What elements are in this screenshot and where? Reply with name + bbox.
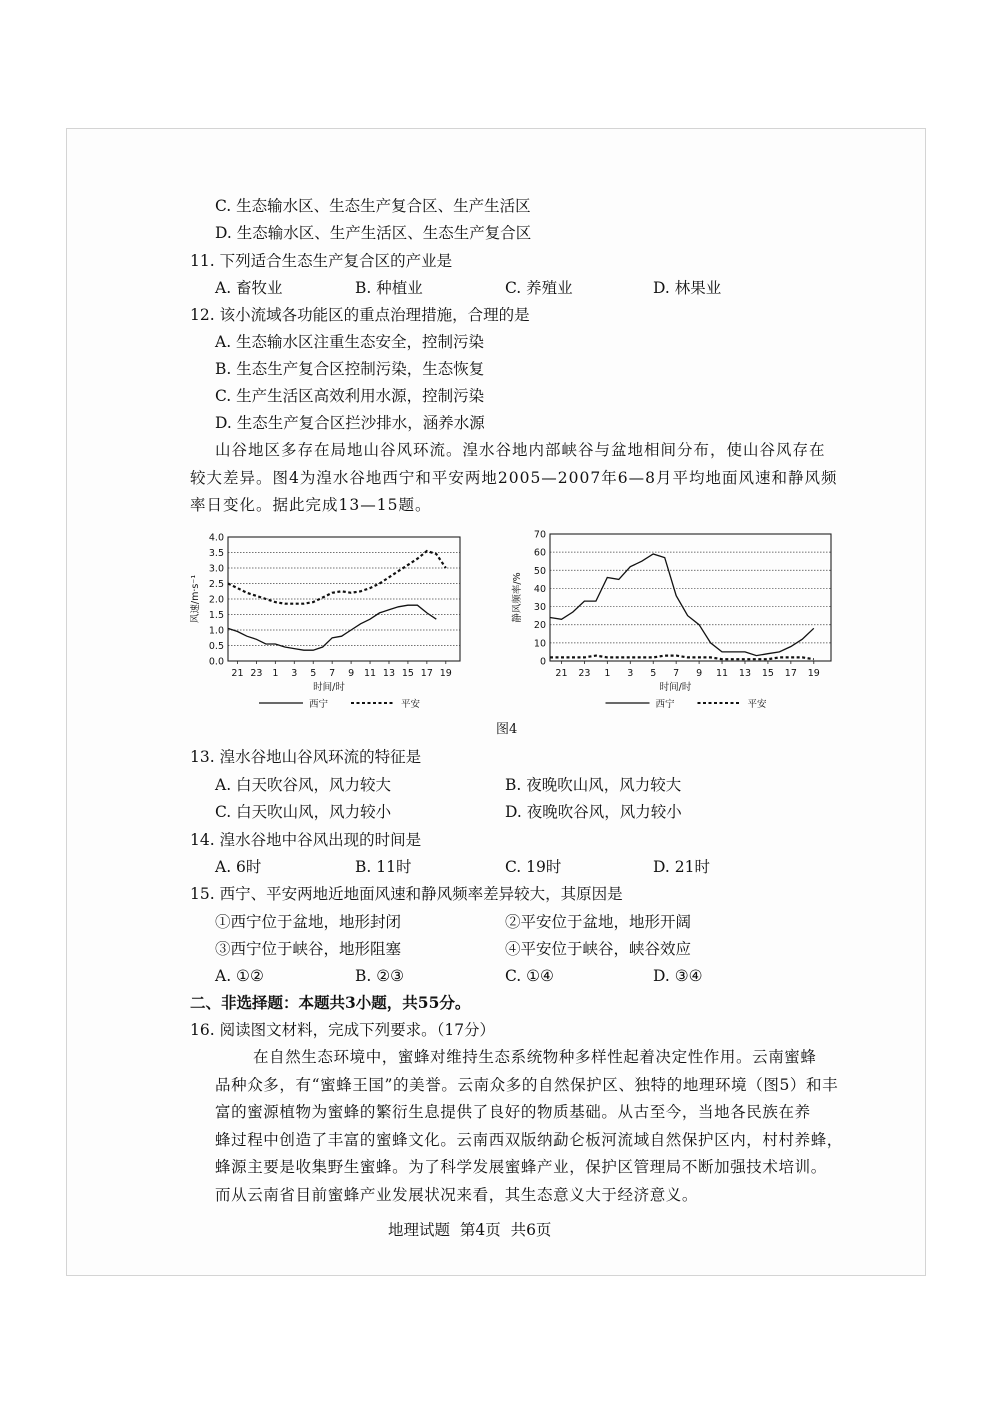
x-tick-label: 21 <box>555 668 568 679</box>
x-tick-label: 13 <box>382 668 396 679</box>
q12-option: A. 生态输水区注重生态安全，控制污染 <box>215 333 485 351</box>
q13-option: A. 白天吹谷风，风力较大 <box>215 776 392 794</box>
y-tick-label: 2.5 <box>208 579 224 590</box>
y-tick-label: 40 <box>533 583 546 595</box>
x-axis-title: 时间/时 <box>313 682 345 693</box>
q13-option: C. 白天吹山风，风力较小 <box>215 803 392 821</box>
y-axis-title: 静风频率/% <box>512 572 523 623</box>
x-tick-label: 19 <box>439 668 452 679</box>
q15-item: ②平安位于盆地，地形开阔 <box>505 913 692 931</box>
q13-option: B. 夜晚吹山风，风力较大 <box>505 776 682 794</box>
x-axis-title: 时间/时 <box>659 682 692 693</box>
y-tick-label: 0 <box>539 656 546 668</box>
x-tick-label: 9 <box>696 668 703 679</box>
x-tick-label: 5 <box>310 668 317 679</box>
q14-option: A. 6时 <box>215 858 262 876</box>
q15-item: ③西宁位于峡谷，地形阻塞 <box>215 940 402 958</box>
y-tick-label: 2.0 <box>208 594 224 606</box>
x-tick-label: 19 <box>807 668 820 679</box>
plot-frame <box>550 534 831 661</box>
q15-item: ④平安位于峡谷，峡谷效应 <box>505 940 692 958</box>
x-tick-label: 23 <box>250 668 263 679</box>
q10-option-d: D. 生态输水区、生产生活区、生态生产复合区 <box>215 224 532 242</box>
q11-option: B. 种植业 <box>355 279 423 297</box>
passage-line: 山谷地区多存在局地山谷风环流。湟水谷地内部峡谷与盆地相间分布，使山谷风存在 <box>215 441 826 459</box>
chart-calm-frequency <box>505 525 840 725</box>
x-tick-label: 15 <box>401 668 414 679</box>
x-tick-label: 17 <box>784 668 797 679</box>
y-tick-label: 1.0 <box>208 625 224 637</box>
page-footer: 地理试题 第4页 共6页 <box>388 1221 552 1239</box>
y-tick-label: 1.5 <box>208 610 224 621</box>
x-tick-label: 7 <box>329 668 336 679</box>
q14-option: C. 19时 <box>505 858 562 876</box>
q11-option: A. 畜牧业 <box>215 279 283 297</box>
q13-option: D. 夜晚吹谷风，风力较小 <box>505 803 682 821</box>
series-line-xining <box>228 605 436 650</box>
q14-stem: 14. 湟水谷地中谷风出现的时间是 <box>190 831 422 849</box>
y-tick-label: 20 <box>533 620 546 632</box>
legend-label-xining: 西宁 <box>655 699 675 710</box>
q14-option: D. 21时 <box>653 858 710 876</box>
legend-label-pingan: 平安 <box>747 699 767 710</box>
q15-option: D. ③④ <box>653 967 703 985</box>
y-tick-label: 0.0 <box>208 656 224 668</box>
passage-line: 而从云南省目前蜜蜂产业发展状况来看，其生态意义大于经济意义。 <box>215 1185 699 1204</box>
series-line-pingan <box>550 656 814 660</box>
q15-option: C. ①④ <box>505 967 554 985</box>
x-tick-label: 1 <box>604 668 611 679</box>
y-tick-label: 4.0 <box>208 532 224 544</box>
x-tick-label: 1 <box>272 668 279 679</box>
q16-stem: 16. 阅读图文材料，完成下列要求。（17分） <box>190 1021 496 1039</box>
y-tick-label: 10 <box>533 638 546 650</box>
legend-label-xining: 西宁 <box>309 699 329 710</box>
passage-16 <box>215 1044 843 1209</box>
y-tick-label: 70 <box>533 529 546 541</box>
x-tick-label: 23 <box>578 668 591 679</box>
series-line-pingan <box>228 551 446 604</box>
x-tick-label: 21 <box>231 668 244 679</box>
q12-option: C. 生产生活区高效利用水源，控制污染 <box>215 387 485 405</box>
x-tick-label: 5 <box>650 668 657 679</box>
x-tick-label: 11 <box>715 668 729 679</box>
x-tick-label: 9 <box>348 668 355 679</box>
q15-item: ①西宁位于盆地，地形封闭 <box>215 913 402 931</box>
section-2-title: 二、非选择题：本题共3小题，共55分。 <box>190 993 471 1012</box>
q14-option: B. 11时 <box>355 858 412 876</box>
passage-line: 富的蜜源植物为蜜蜂的繁衍生息提供了良好的物质基础。从古至今，当地各民族在养 <box>215 1103 811 1121</box>
x-tick-label: 3 <box>627 668 634 679</box>
q12-stem: 12. 该小流域各功能区的重点治理措施，合理的是 <box>190 306 530 324</box>
y-tick-label: 50 <box>533 565 546 577</box>
q15-option: B. ②③ <box>355 967 405 985</box>
passage-line: 蜂过程中创造了丰富的蜜蜂文化。云南西双版纳勐仑板河流域自然保护区内，村村养蜂， <box>215 1130 843 1149</box>
figure-caption: 图4 <box>496 722 518 737</box>
passage-13-15 <box>190 437 840 520</box>
passage-line: 率日变化。据此完成13—15题。 <box>190 496 432 514</box>
x-tick-label: 11 <box>363 668 377 679</box>
q11-option: D. 林果业 <box>653 279 722 297</box>
x-tick-label: 15 <box>761 668 774 679</box>
x-tick-label: 13 <box>738 668 752 679</box>
passage-line: 品种众多，有“蜜蜂王国”的美誉。云南众多的自然保护区、独特的地理环境（图5）和丰 <box>215 1075 839 1094</box>
q12-option: B. 生态生产复合区控制污染，生态恢复 <box>215 360 485 378</box>
q11-option: C. 养殖业 <box>505 279 573 297</box>
q12-option: D. 生态生产复合区拦沙排水，涵养水源 <box>215 414 485 432</box>
x-tick-label: 7 <box>673 668 680 679</box>
passage-line: 较大差异。图4为湟水谷地西宁和平安两地2005—2007年6—8月平均地面风速和静风频 <box>190 468 838 487</box>
y-axis-title: 风速/m·s⁻¹ <box>190 574 201 624</box>
q15-option: A. ①② <box>215 967 264 985</box>
y-tick-label: 0.5 <box>208 641 224 652</box>
q11-stem: 11. 下列适合生态生产复合区的产业是 <box>190 252 453 270</box>
y-tick-label: 3.5 <box>208 548 224 559</box>
chart-wind-speed <box>190 525 480 725</box>
q10-option-c: C. 生态输水区、生态生产复合区、生产生活区 <box>215 197 531 215</box>
x-tick-label: 17 <box>420 668 433 679</box>
q15-stem: 15. 西宁、平安两地近地面风速和静风频率差异较大，其原因是 <box>190 885 623 903</box>
passage-line: 在自然生态环境中，蜜蜂对维持生态系统物种多样性起着决定性作用。云南蜜蜂 <box>253 1048 817 1066</box>
y-tick-label: 30 <box>533 602 546 614</box>
legend-label-pingan: 平安 <box>401 699 421 710</box>
passage-line: 蜂源主要是收集野生蜜蜂。为了科学发展蜜蜂产业，保护区管理局不断加强技术培训。 <box>215 1158 827 1176</box>
y-tick-label: 3.0 <box>208 563 224 575</box>
series-line-xining <box>550 554 814 656</box>
y-tick-label: 60 <box>533 547 546 559</box>
x-tick-label: 3 <box>291 668 298 679</box>
q13-stem: 13. 湟水谷地山谷风环流的特征是 <box>190 748 422 766</box>
